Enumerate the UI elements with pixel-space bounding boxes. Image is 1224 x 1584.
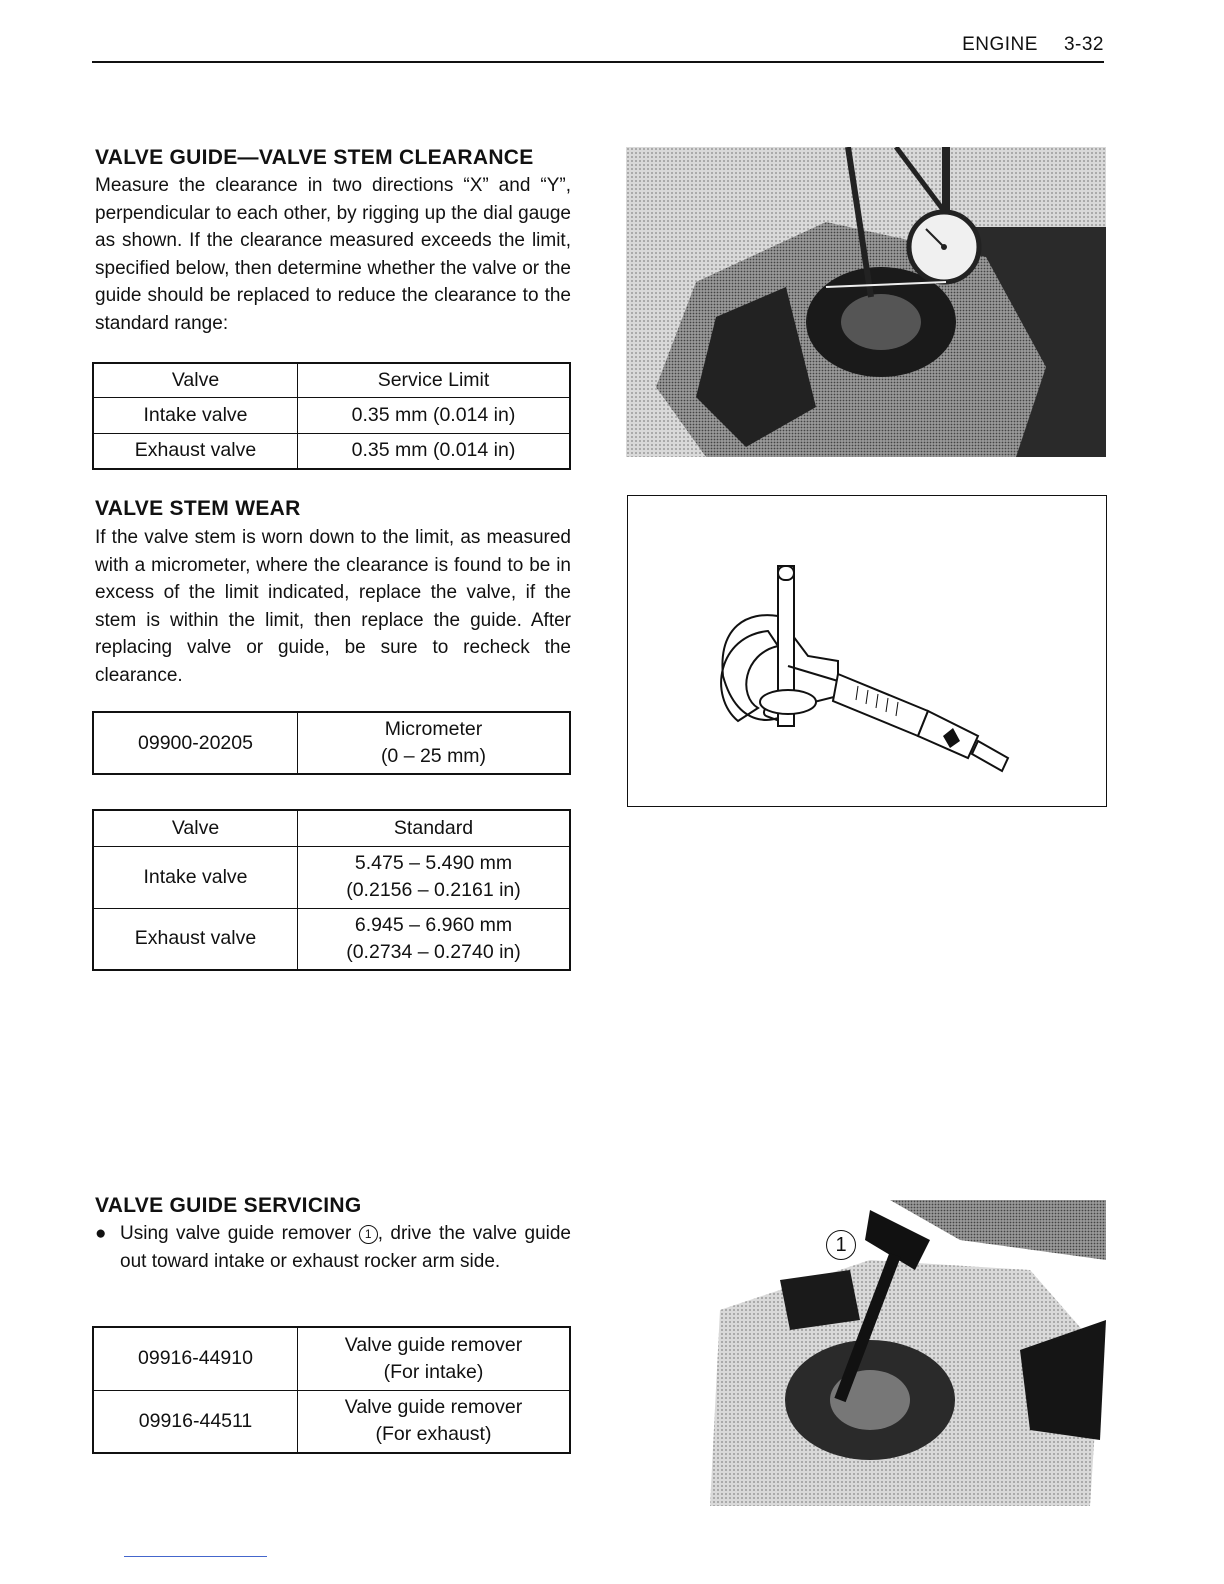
service-limit-table [92, 362, 571, 470]
footer-rule [124, 1556, 267, 1557]
guide-remover-tool-table [92, 1326, 571, 1454]
micrometer-tool-table [92, 711, 571, 775]
table-header: Standard [298, 810, 571, 846]
header-page-number: 3-32 [1063, 34, 1104, 55]
tool-name: Valve guide remover (For exhaust) [298, 1390, 571, 1453]
table-header: Valve [93, 363, 298, 397]
stem-wear-title: VALVE STEM WEAR [95, 497, 301, 520]
micrometer-figure [627, 495, 1107, 807]
table-cell: Exhaust valve [93, 908, 298, 970]
header-section: ENGINE [962, 34, 1038, 55]
table-cell: 5.475 – 5.490 mm (0.2156 – 0.2161 in) [298, 846, 571, 908]
clearance-text: Measure the clearance in two directions “X” and “Y”, perpendicular to each other, by rigging up the dial gauge as shown. If the clearance measured exceeds the limit, specified below, then determine whether the valve or the guide should be replaced to reduce the clearance to the standard range: [95, 175, 571, 334]
standard-table [92, 809, 571, 971]
header-rule [92, 61, 1104, 63]
table-cell: Exhaust valve [93, 433, 298, 469]
guide-remover-photo [700, 1200, 1106, 1506]
page-header [936, 34, 1104, 56]
dial-gauge-photo [626, 147, 1106, 457]
table-cell: 0.35 mm (0.014 in) [298, 397, 571, 433]
photo-callout-1-icon: 1 [826, 1230, 856, 1260]
table-cell: 0.35 mm (0.014 in) [298, 433, 571, 469]
table-header: Service Limit [298, 363, 571, 397]
guide-servicing-title: VALVE GUIDE SERVICING [95, 1194, 362, 1217]
tool-number: 09916-44511 [93, 1390, 298, 1453]
table-cell: Intake valve [93, 846, 298, 908]
tool-name: Micrometer (0 – 25 mm) [298, 712, 571, 774]
tool-number: 09916-44910 [93, 1327, 298, 1390]
table-cell: Intake valve [93, 397, 298, 433]
table-cell: 6.945 – 6.960 mm (0.2734 – 0.2740 in) [298, 908, 571, 970]
bullet-icon: ● [95, 1223, 107, 1244]
clearance-title: VALVE GUIDE—VALVE STEM CLEARANCE [95, 146, 534, 169]
tool-number: 09900-20205 [93, 712, 298, 774]
table-header: Valve [93, 810, 298, 846]
tool-name: Valve guide remover (For intake) [298, 1327, 571, 1390]
callout-1-icon: 1 [359, 1225, 378, 1244]
stem-wear-text: If the valve stem is worn down to the limit, as measured with a micrometer, where the clearance is found to be in excess of the limit indicated, replace the valve, if the stem is within the limit, then replace the guide. After replacing valve or guide, be sure to recheck the clearance. [95, 527, 571, 686]
guide-servicing-bullet: ● Using valve guide remover 1 , drive the valve guide out toward intake or exhaust rocker arm side. [95, 1220, 571, 1275]
